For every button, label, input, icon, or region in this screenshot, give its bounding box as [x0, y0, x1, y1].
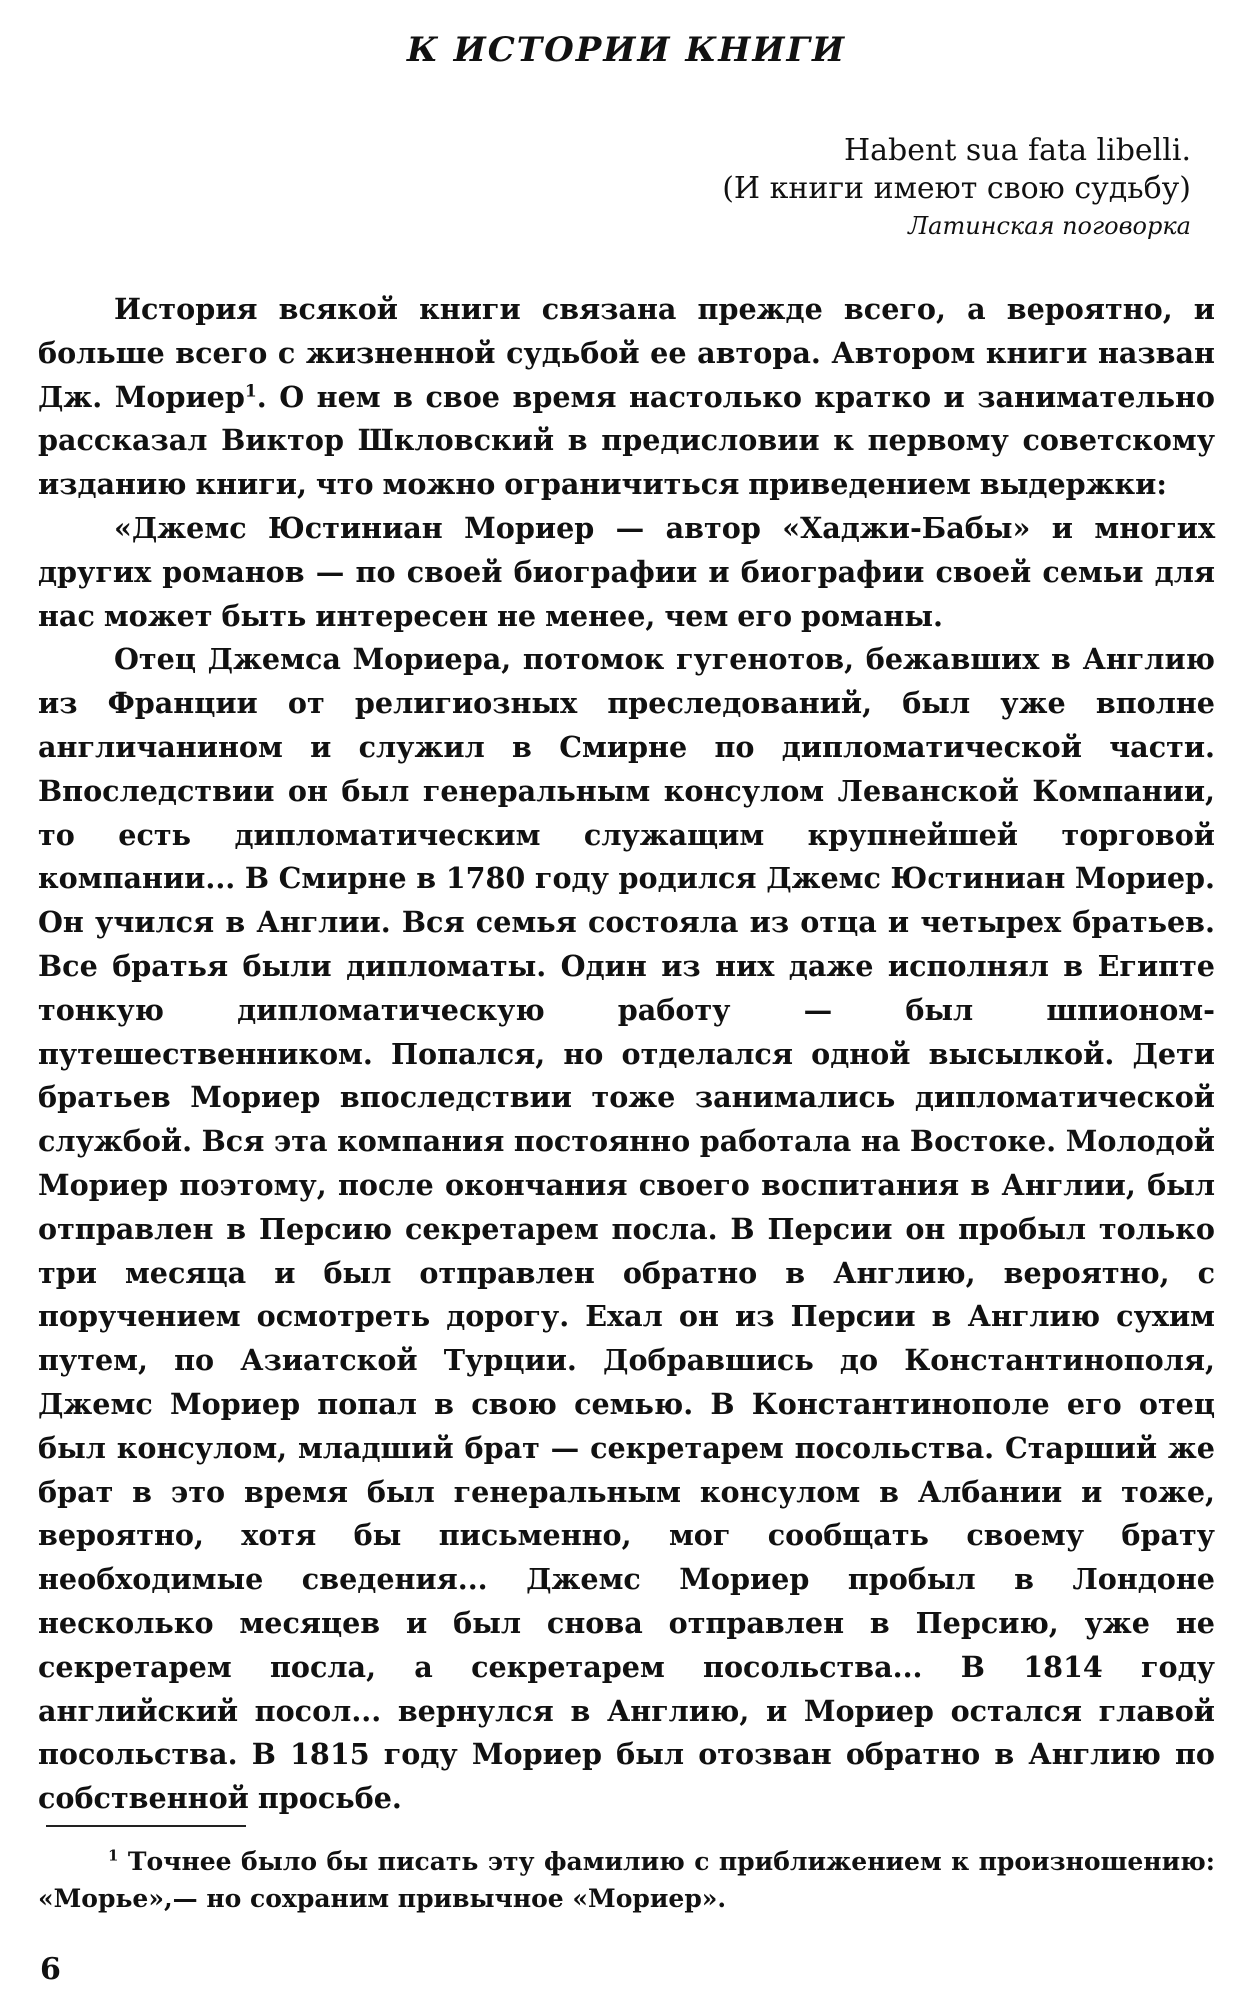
footnote-text: Точнее было бы писать эту фамилию с приближением к произношению: «Морье»,— но сохраним привычное «Мориер».	[38, 1847, 1215, 1913]
paragraph-2: «Джемс Юстиниан Мориер — автор «Хаджи-Бабы» и многих других романов — по своей биографии и биографии своей семьи для нас может быть интересен не менее, чем его романы.	[38, 510, 1215, 633]
footnote	[38, 1843, 1215, 1917]
book-page	[38, 0, 1215, 2013]
footnote-reference: 1	[244, 381, 257, 402]
paragraph-1	[38, 288, 1215, 507]
footnote-marker: 1	[108, 1846, 119, 1865]
epigraph-latin: Habent sua fata libelli.	[844, 133, 1191, 168]
footnote-divider	[46, 1825, 246, 1827]
paragraph-3: Отец Джемса Мориера, потомок гугенотов, бежавших в Англию из Франции от религиозных преследований, был уже вполне англичанином и служил в Смирне по дипломатической части. Впоследствии он был генеральным консулом Леванской Компании, то есть дипломатическим служащим крупнейшей торговой компании... В Смирне в 1780 году родился Джемс Юстиниан Мориер. Он учился в Англии. Вся семья состояла из отца и четырех братьев. Все братья были дипломаты. Один из них даже исполнял в Египте тонкую дипломатическую работу — был шпионом-путешественником. Попался, но отделался одной высылкой. Дети братьев Мориер впоследствии тоже занимались дипломатической службой. Вся эта компания постоянно работала на Востоке. Молодой Мориер поэтому, после окончания своего воспитания в Англии, был отправлен в Персию секретарем посла. В Персии он пробыл только три месяца и был отправлен обратно в Англию, вероятно, с поручением осмотреть дорогу. Ехал он из Персии в Англию сухим путем, по Азиатской Турции. Добравшись до Константинополя, Джемс Мориер попал в свою семью. В Константинополе его отец был консулом, младший брат — секретарем посольства. Старший же брат в это время был генеральным консулом в Албании и тоже, вероятно, хотя бы письменно, мог сообщать своему брату необходимые сведения... Джемс Мориер пробыл в Лондоне несколько месяцев и был снова отправлен в Персию, уже не секретарем посла, а секретарем посольства... В 1814 году английский посол... вернулся в Англию, и Мориер остался главой посольства. В 1815 году Мориер был отозван обратно в Англию по собственной просьбе.	[38, 642, 1215, 1816]
paragraph-1-end: . О нем в свое время настолько кратко и занимательно рассказал Виктор Шкловский в предисловии к первому советскому изданию книги, что можно ограничиться приведением выдержки:	[38, 379, 1215, 502]
paragraph-1-start: История всякой книги связана прежде всего, а вероятно, и больше всего с жизненной судьбой ее автора. Автором книги назван Дж. Мориер	[38, 292, 1215, 414]
chapter-title: К ИСТОРИИ КНИГИ	[406, 30, 847, 70]
epigraph-source: Латинская поговорка	[908, 212, 1191, 240]
epigraph-translation: (И книги имеют свою судьбу)	[722, 171, 1191, 206]
page-number: 6	[40, 1952, 61, 1987]
main-text	[38, 288, 1215, 1821]
epigraph	[722, 132, 1191, 244]
